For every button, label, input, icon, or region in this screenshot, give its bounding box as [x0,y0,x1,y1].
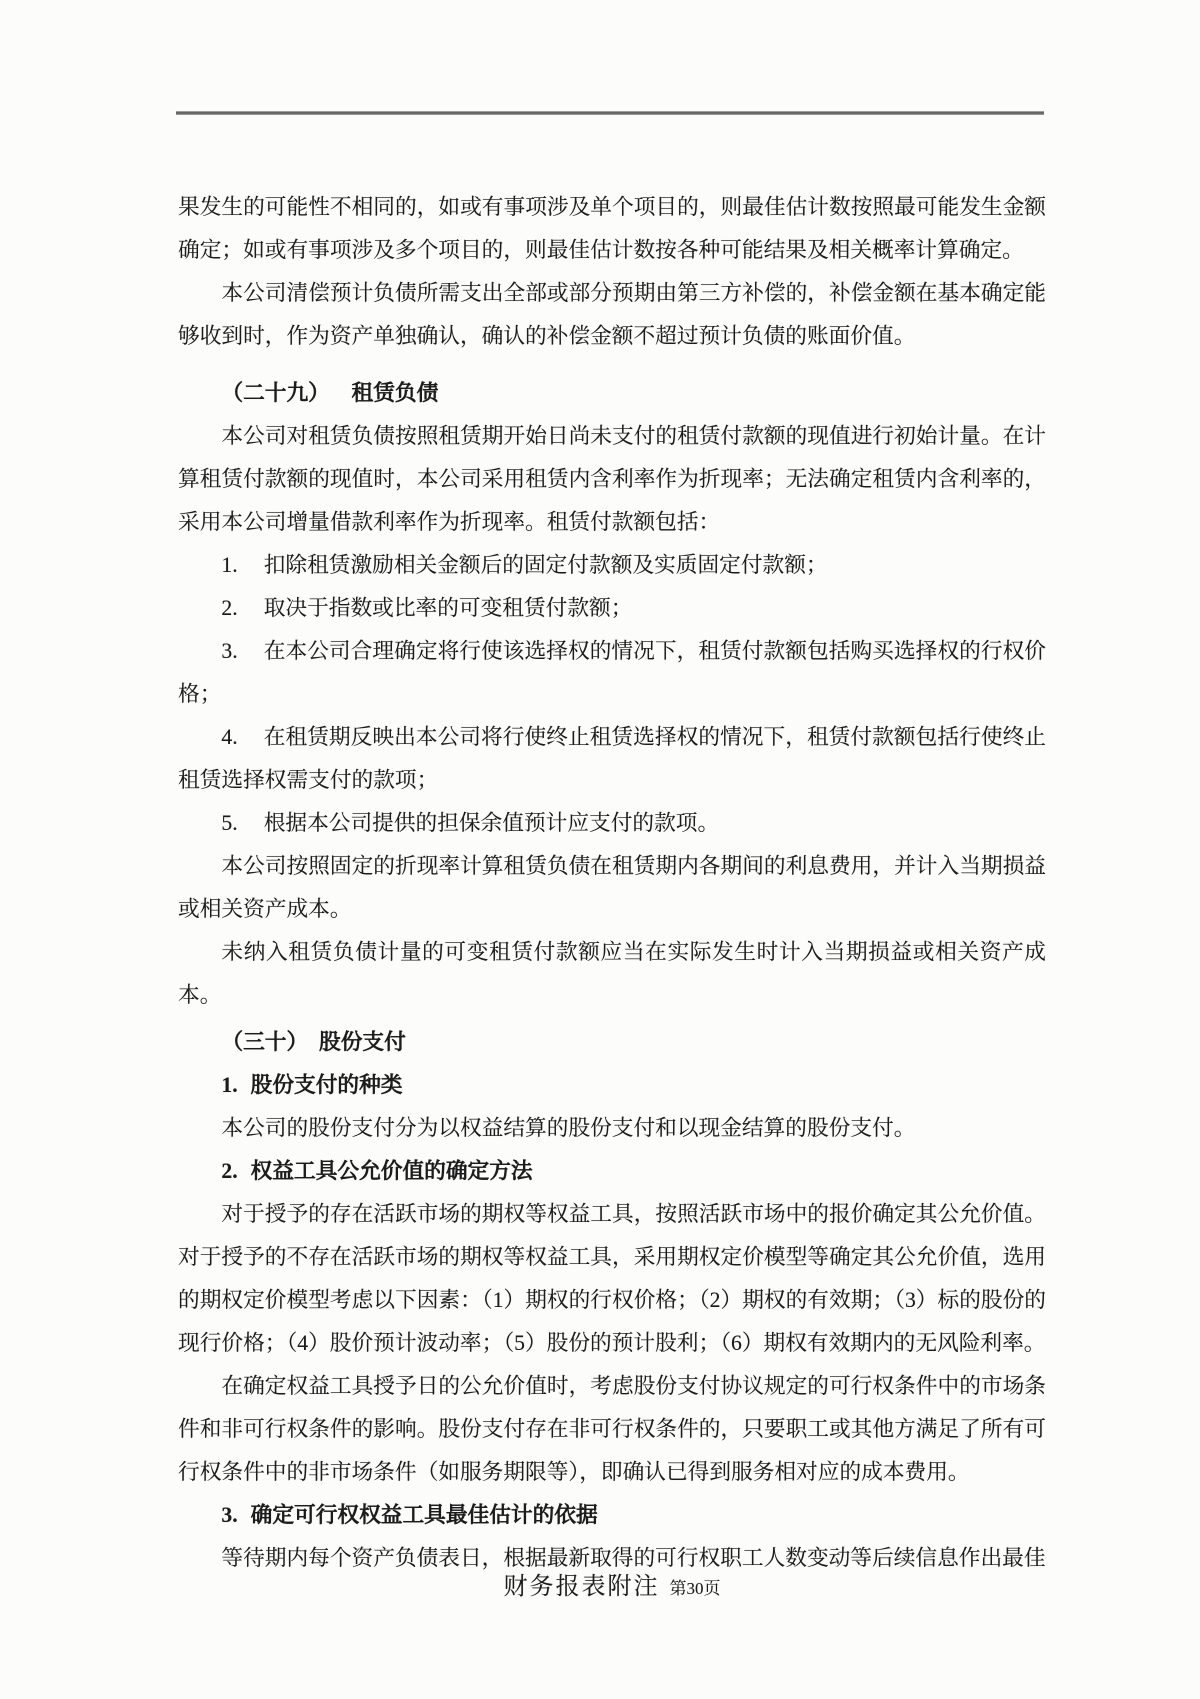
paragraph-option-pricing-factors: 对于授予的存在活跃市场的期权等权益工具，按照活跃市场中的报价确定其公允价值。对于授予的不存在活跃市场的期权等权益工具，采用期权定价模型等确定其公允价值，选用的期权定价模型考虑以下因素：（1）期权的行权价格；（2）期权的有效期；（3）标的股份的现行价格；（4）股价预计波动率；（5）股份的预计股利；（6）期权有效期内的无风险利率。 [178,1202,1046,1355]
list-item [178,716,1046,802]
list-item-number: 5. [221,811,238,835]
header-divider-rule [176,111,1044,115]
sub-heading-title: 确定可行权权益工具最佳估计的依据 [250,1503,598,1527]
paragraph-variable-lease-payments: 未纳入租赁负债计量的可变租赁付款额应当在实际发生时计入当期损益或相关资产成本。 [178,940,1046,1007]
sub-heading-number: 1. [221,1073,238,1097]
sub-heading-best-estimate-basis [178,1494,1046,1537]
sub-heading-number: 3. [221,1503,238,1527]
paragraph-contingency-continued: 果发生的可能性不相同的，如或有事项涉及单个项目的，则最佳估计数按照最可能发生金额确定；如或有事项涉及多个项目的，则最佳估计数按各种可能结果及相关概率计算确定。 [178,195,1046,262]
sub-heading-fair-value-method [178,1150,1046,1193]
list-item [178,802,1046,845]
list-item-number: 3. [221,639,238,663]
list-item [178,544,1046,587]
footer-page-number: 第30页 [669,1579,721,1598]
list-item-text: 扣除租赁激励相关金额后的固定付款额及实质固定付款额； [263,553,828,577]
paragraph-lease-liability-lead: 本公司对租赁负债按照租赁期开始日尚未支付的租赁付款额的现值进行初始计量。在计算租赁付款额的现值时，本公司采用租赁内含利率作为折现率；无法确定租赁内含利率的，采用本公司增量借款利率作为折现率。租赁付款额包括： [178,424,1046,534]
page-footer [178,1566,1046,1601]
list-item-text: 取决于指数或比率的可变租赁付款额； [263,596,633,620]
list-item-text: 在租赁期反映出本公司将行使终止租赁选择权的情况下，租赁付款额包括行使终止租赁选择权需支付的款项； [178,725,1046,792]
sub-heading-share-payment-types [178,1064,1046,1107]
footer-title: 财务报表附注 [503,1574,660,1600]
paragraph-waiting-period: 等待期内每个资产负债表日，根据最新取得的可行权职工人数变动等后续信息作出最佳 [221,1546,1046,1570]
list-item [178,630,1046,716]
list-item-number: 2. [221,596,238,620]
section-heading-29 [178,372,1046,415]
sub-heading-title: 权益工具公允价值的确定方法 [250,1159,533,1183]
paragraph-provision-reimbursement: 本公司清偿预计负债所需支出全部或部分预期由第三方补偿的，补偿金额在基本确定能够收到时，作为资产单独确认，确认的补偿金额不超过预计负债的账面价值。 [178,281,1046,348]
section-30-number: （三十） [221,1030,309,1054]
paragraph-share-payment-types: 本公司的股份支付分为以权益结算的股份支付和以现金结算的股份支付。 [221,1116,916,1140]
section-30-title: 股份支付 [319,1030,406,1054]
paragraph-vesting-conditions: 在确定权益工具授予日的公允价值时，考虑股份支付协议规定的可行权条件中的市场条件和非可行权条件的影响。股份支付存在非可行权条件的，只要职工或其他方满足了所有可行权条件中的非市场条件（如服务期限等），即确认已得到服务相对应的成本费用。 [178,1374,1046,1484]
list-item-text: 在本公司合理确定将行使该选择权的情况下，租赁付款额包括购买选择权的行权价格； [178,639,1046,706]
list-item-text: 根据本公司提供的担保余值预计应支付的款项。 [263,811,720,835]
section-heading-30 [178,1021,1046,1064]
list-item-number: 4. [221,725,238,749]
section-29-number: （二十九） [221,381,330,405]
section-29-title: 租赁负债 [351,381,439,405]
sub-heading-title: 股份支付的种类 [250,1073,403,1097]
paragraph-lease-interest: 本公司按照固定的折现率计算租赁负债在租赁期内各期间的利息费用，并计入当期损益或相关资产成本。 [178,854,1046,921]
sub-heading-number: 2. [221,1159,238,1183]
list-item [178,587,1046,630]
list-item-number: 1. [221,553,238,577]
document-body [178,186,1046,1580]
